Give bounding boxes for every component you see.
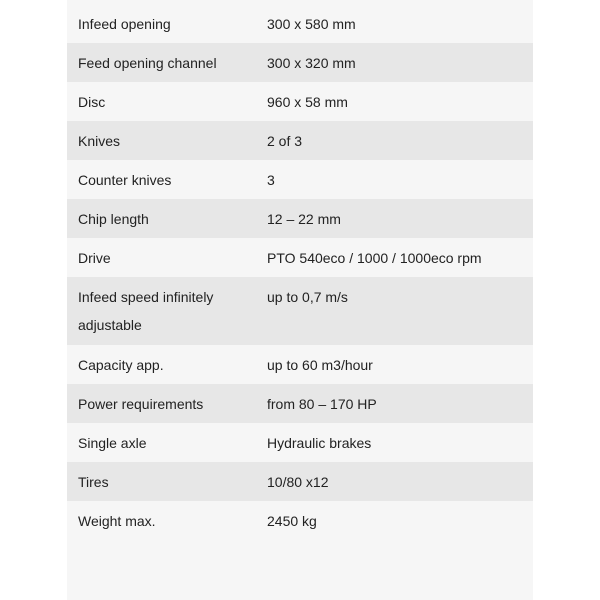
spec-value: 12 – 22 mm (267, 211, 341, 227)
table-row (67, 199, 533, 238)
spec-label: Infeed opening (78, 16, 171, 32)
table-row (67, 121, 533, 160)
spec-label: Drive (78, 250, 111, 266)
spec-value: 960 x 58 mm (267, 94, 348, 110)
spec-value: 300 x 580 mm (267, 16, 356, 32)
spec-label: Counter knives (78, 172, 172, 188)
spec-label: Feed opening channel (78, 55, 217, 71)
spec-label: Chip length (78, 211, 149, 227)
spec-value: up to 0,7 m/s (267, 289, 348, 305)
table-row (67, 160, 533, 199)
spec-value: 2 of 3 (267, 133, 303, 149)
spec-table (67, 4, 533, 540)
table-row (67, 238, 533, 277)
spec-label: Infeed speed infinitely adjustable (78, 289, 214, 333)
spec-value: Hydraulic brakes (267, 435, 372, 451)
spec-value: from 80 – 170 HP (267, 396, 377, 412)
spec-value: 10/80 x12 (267, 474, 329, 490)
spec-label: Disc (78, 94, 106, 110)
table-row (67, 462, 533, 501)
table-row (67, 277, 533, 345)
table-row (67, 4, 533, 43)
table-row (67, 43, 533, 82)
table-row (67, 423, 533, 462)
spec-value: 3 (267, 172, 275, 188)
spec-label: Tires (78, 474, 109, 490)
spec-label: Power requirements (78, 396, 204, 412)
spec-value: 2450 kg (267, 513, 317, 529)
table-row (67, 384, 533, 423)
spec-value: 300 x 320 mm (267, 55, 356, 71)
table-row (67, 345, 533, 384)
spec-label: Knives (78, 133, 121, 149)
spec-value: PTO 540eco / 1000 / 1000eco rpm (267, 250, 482, 266)
table-row (67, 82, 533, 121)
spec-value: up to 60 m3/hour (267, 357, 373, 373)
spec-label: Weight max. (78, 513, 156, 529)
spec-label: Capacity app. (78, 357, 164, 373)
spec-label: Single axle (78, 435, 147, 451)
table-row (67, 501, 533, 540)
